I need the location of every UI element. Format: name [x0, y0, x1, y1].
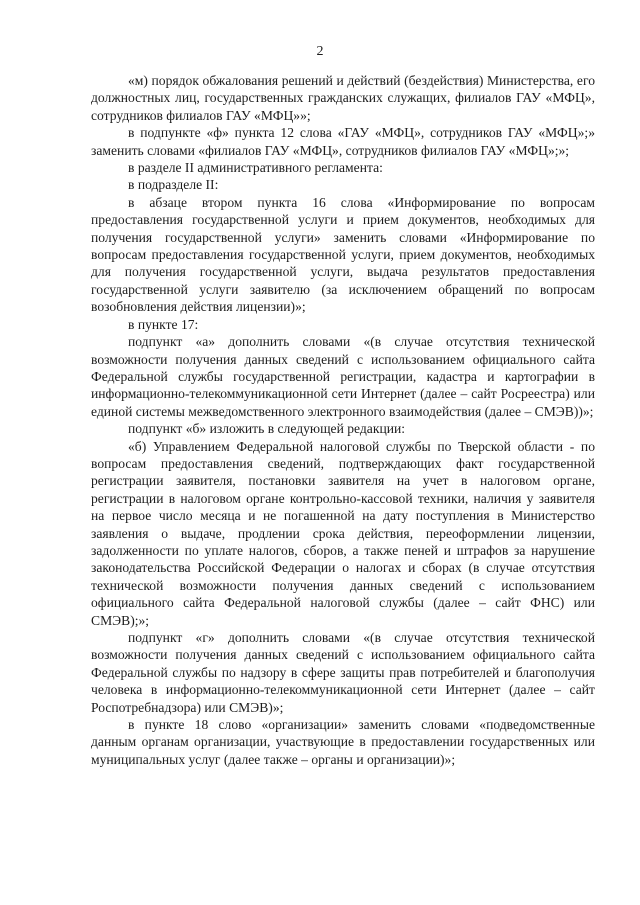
paragraph-section-2: в разделе II административного регламента:: [128, 160, 383, 176]
paragraph-point-16: в абзаце втором пункта 16 слова «Информирование по вопросам предоставления государственной услуги и прием документов, необходимых для получения государственной услуги» заменить словами «Информирование по вопросам предоставления государственной услуги, прием документов, необходимых для получения государственной услуги, выдача результатов предоставления государственной услуги заявителю (за исключением обращений по вопросам возобновления действия лицензии)»;: [91, 194, 595, 315]
paragraph-point-18: в пункте 18 слово «организации» заменить словами «подведомственные данным органам организации, участвующие в предоставлении государственных или муниципальных услуг (далее также – органы и организации)»;: [91, 717, 595, 767]
paragraph-subpoint-a: подпункт «а» дополнить словами «(в случае отсутствия технической возможности получения данных сведений с использованием официального сайта Федеральной службы государственной регистрации, кадастра и картографии в информационно-телекоммуникационной сети Интернет (далее – сайт Росреестра) или единой системы межведомственного электронного взаимодействия (далее – СМЭВ))»;: [91, 334, 595, 419]
paragraph-subsection-2: в подразделе II:: [128, 177, 219, 193]
paragraph-subpoint-g: подпункт «г» дополнить словами «(в случае отсутствия технической возможности получения данных сведений с использованием официального сайта Федеральной службы по надзору в сфере защиты прав потребителей и благополучия человека в информационно-телекоммуникационной сети Интернет (далее – сайт Роспотребнадзора) или СМЭВ)»;: [91, 630, 595, 715]
page-number: 2: [316, 44, 324, 59]
paragraph-subpoint-b-text: «б) Управлением Федеральной налоговой службы по Тверской области - по вопросам предоставления сведений, подтверждающих факт государственной регистрации заявителя, постановки заявителя на учет в налоговом органе, регистрации в налоговом органе контрольно-кассовой техники, наличия у заявителя на первое число месяца и не погашенной на дату поступления в Министерство заявления о выдаче, продлении срока действия, переоформлении лицензии, задолженности по уплате налогов, сборов, а также пеней и штрафов за нарушение законодательства Российской Федерации о налогах и сборах (в случае отсутствия технической возможности получения данных сведений с использованием официального сайта Федеральной налоговой службы (далее – сайт ФНС) или СМЭВ);»;: [91, 438, 595, 628]
paragraph-m-appeal-procedure: «м) порядок обжалования решений и действий (бездействия) Министерства, его должностных лиц, государственных гражданских служащих, филиалов ГАУ «МФЦ», сотрудников филиалов ГАУ «МФЦ»»;: [91, 73, 595, 123]
paragraph-subpoint-b-intro: подпункт «б» изложить в следующей редакции:: [128, 421, 406, 437]
document-body: [91, 72, 595, 768]
paragraph-subpoint-f: в подпункте «ф» пункта 12 слова «ГАУ «МФЦ», сотрудников ГАУ «МФЦ»;» заменить словами «филиалов ГАУ «МФЦ», сотрудников филиалов ГАУ «МФЦ»;»;: [91, 125, 595, 158]
paragraph-point-17: в пункте 17:: [128, 316, 199, 332]
